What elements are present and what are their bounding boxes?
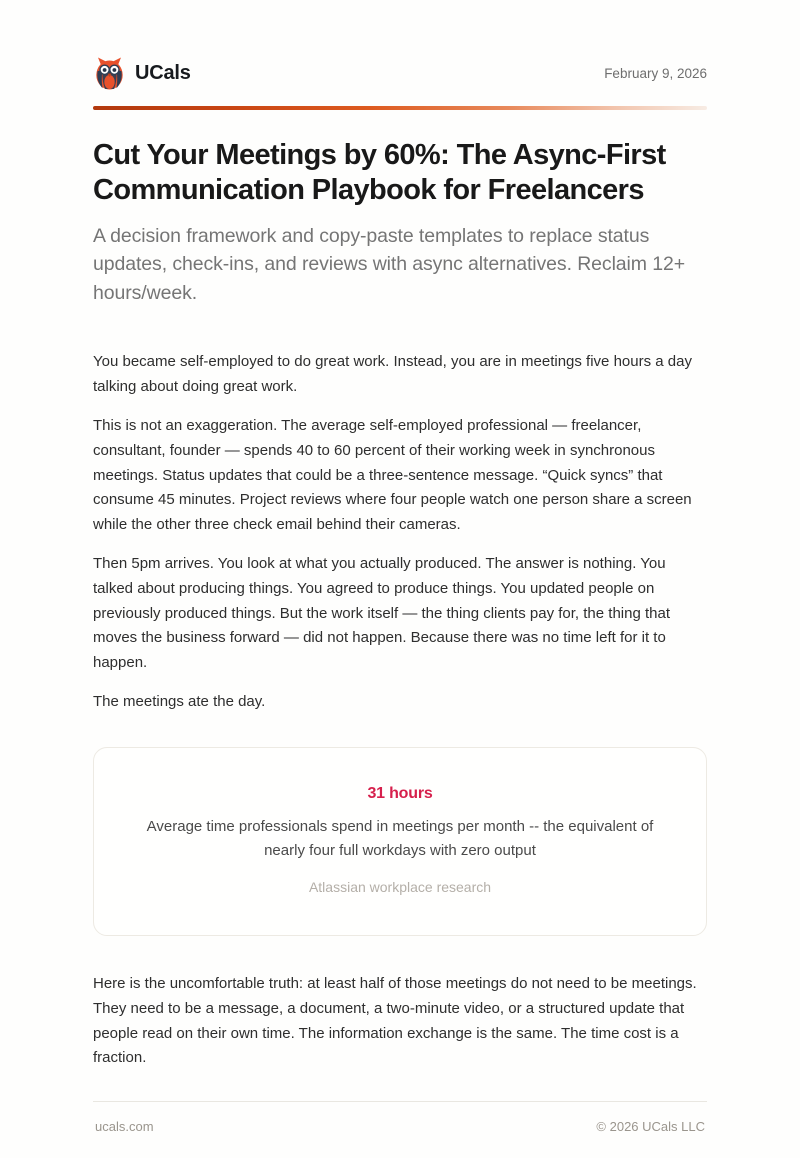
footer-site-link[interactable]: ucals.com <box>95 1118 154 1134</box>
article-subtitle: A decision framework and copy-paste templates to replace status updates, check-ins, and reviews with async alternatives. Reclaim 12+ hours/week. <box>93 224 686 305</box>
paragraph: You became self-employed to do great work. Instead, you are in meetings five hours a day talking about doing great work. <box>93 353 692 395</box>
owl-logo-icon <box>93 56 126 90</box>
paragraph: This is not an exaggeration. The average self-employed professional — freelancer, consultant, founder — spends 40 to 60 percent of their working week in synchronous meetings. Status updates that could be a three-sentence message. “Quick syncs” that consume 45 minutes. Project reviews where four people watch one person share a screen while the other three check email behind their cameras. <box>93 417 692 533</box>
stat-source: Atlassian workplace research <box>308 879 492 896</box>
stat-value: 31 hours <box>367 784 433 802</box>
article-body <box>93 350 707 715</box>
brand-name: UCals <box>135 61 191 84</box>
paragraph: The meetings ate the day. <box>93 693 266 711</box>
paragraph: Here is the uncomfortable truth: at least half of those meetings do not need to be meetings. They need to be a message, a document, a two-minute video, or a structured update that people read on their own time. The information exchange is the same. The time cost is a fraction. <box>93 975 697 1067</box>
footer-copyright: © 2026 UCals LLC <box>596 1118 705 1134</box>
issue-date: February 9, 2026 <box>604 65 707 81</box>
header <box>93 56 707 90</box>
brand <box>93 56 191 90</box>
content-container <box>93 0 707 1158</box>
article-title: Cut Your Meetings by 60%: The Async-First Communication Playbook for Freelancers <box>93 139 666 206</box>
stat-card <box>93 747 707 937</box>
article-closing <box>93 972 707 1070</box>
accent-divider <box>93 106 707 110</box>
paragraph: Then 5pm arrives. You look at what you actually produced. The answer is nothing. You talked about producing things. You agreed to produce things. You updated people on previously produced things. But the work itself — the thing clients pay for, the thing that moves the business forward — did not happen. Because there was no time left for it to happen. <box>93 555 670 671</box>
footer <box>93 1101 707 1158</box>
stat-description: Average time professionals spend in meetings per month -- the equivalent of nearly four full workdays with zero output <box>146 817 654 860</box>
